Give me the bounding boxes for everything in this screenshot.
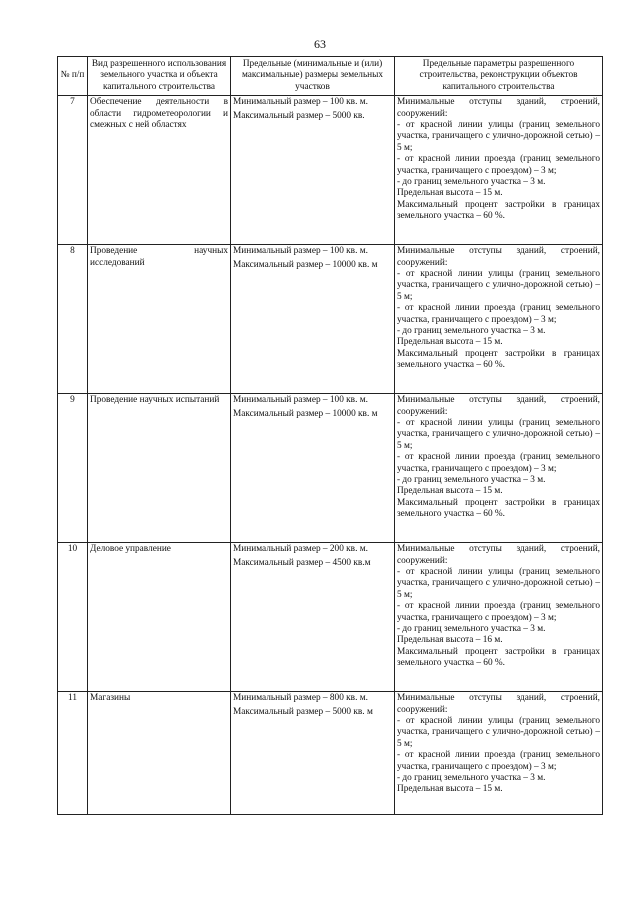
row-number: 10 (58, 543, 88, 692)
size-min: Минимальный размер – 100 кв. м. (233, 246, 368, 257)
param-line: Предельная высота – 15 м. (397, 486, 503, 497)
header-row (58, 57, 603, 96)
row-number: 11 (58, 692, 88, 815)
size-max: Максимальный размер – 5000 кв. (233, 110, 365, 121)
plot-size (231, 394, 395, 543)
use-type: Магазины (88, 692, 231, 815)
param-line: Максимальный процент застройки в границах земельного участка – 60 %. (397, 199, 600, 222)
zoning-parameters-table (57, 56, 603, 815)
header-size: Предельные (минимальные и (или) максимальные) размеры земельных участков (231, 57, 395, 96)
size-min: Минимальный размер – 800 кв. м. (233, 693, 368, 704)
param-line: - до границ земельного участка – 3 м. (397, 326, 546, 337)
use-type: Деловое управление (88, 543, 231, 692)
param-line: Минимальные отступы зданий, строений, сооружений: (397, 693, 600, 715)
header-use: Вид разрешенного использования земельного участка и объекта капитального строительства (88, 57, 231, 96)
plot-size (231, 543, 395, 692)
param-line: - от красной линии улицы (границ земельного участка, граничащего с улично-дорожной сетью) – 5 м; (397, 716, 600, 749)
param-line: - от красной линии улицы (границ земельного участка, граничащего с улично-дорожной сетью) – 5 м; (397, 567, 600, 600)
use-type: Проведение научных испытаний (88, 394, 231, 543)
table-row (58, 96, 603, 245)
param-line: - от красной линии проезда (границ земельного участка, граничащего с проездом) – 3 м; (397, 601, 600, 623)
construction-params (395, 692, 603, 815)
size-max: Максимальный размер – 10000 кв. м (233, 408, 378, 419)
param-line: - до границ земельного участка – 3 м. (397, 624, 546, 635)
table-row (58, 543, 603, 692)
size-max: Максимальный размер – 10000 кв. м (233, 259, 378, 270)
header-params: Предельные параметры разрешенного строительства, реконструкции объектов капитального строительства (395, 57, 603, 96)
header-num: № п/п (58, 57, 88, 96)
plot-size (231, 96, 395, 245)
param-line: - от красной линии проезда (границ земельного участка, граничащего с проездом) – 3 м; (397, 452, 600, 474)
param-line: - от красной линии проезда (границ земельного участка, граничащего с проездом) – 3 м; (397, 750, 600, 772)
param-line: - до границ земельного участка – 3 м. (397, 177, 546, 188)
table-row (58, 692, 603, 815)
table-row (58, 245, 603, 394)
param-line: Максимальный процент застройки в границах земельного участка – 60 %. (397, 497, 600, 520)
param-line: - от красной линии улицы (границ земельного участка, граничащего с улично-дорожной сетью) – 5 м; (397, 418, 600, 451)
use-type: Проведение научных исследований (88, 245, 231, 394)
row-number: 8 (58, 245, 88, 394)
row-number: 9 (58, 394, 88, 543)
row-number: 7 (58, 96, 88, 245)
param-line: - до границ земельного участка – 3 м. (397, 475, 546, 486)
param-line: Предельная высота – 15 м. (397, 188, 503, 199)
param-line: - от красной линии проезда (границ земельного участка, граничащего с проездом) – 3 м; (397, 303, 600, 325)
param-line: Минимальные отступы зданий, строений, сооружений: (397, 246, 600, 268)
plot-size (231, 692, 395, 815)
param-line: - от красной линии проезда (границ земельного участка, граничащего с проездом) – 3 м; (397, 154, 600, 176)
construction-params (395, 543, 603, 692)
param-line: Максимальный процент застройки в границах земельного участка – 60 %. (397, 348, 600, 371)
size-min: Минимальный размер – 200 кв. м. (233, 544, 368, 555)
use-type: Обеспечение деятельности в области гидрометеорологии и смежных с ней областях (88, 96, 231, 245)
param-line: Минимальные отступы зданий, строений, сооружений: (397, 544, 600, 566)
size-max: Максимальный размер – 5000 кв. м (233, 706, 373, 717)
plot-size (231, 245, 395, 394)
page-number: 63 (314, 37, 326, 51)
construction-params (395, 96, 603, 245)
table-row (58, 394, 603, 543)
param-line: Предельная высота – 15 м. (397, 784, 503, 795)
size-min: Минимальный размер – 100 кв. м. (233, 395, 368, 406)
param-line: Минимальные отступы зданий, строений, сооружений: (397, 395, 600, 417)
param-line: Предельная высота – 15 м. (397, 337, 503, 348)
param-line: Максимальный процент застройки в границах земельного участка – 60 %. (397, 646, 600, 669)
param-line: Предельная высота – 16 м. (397, 635, 503, 646)
param-line: - от красной линии улицы (границ земельного участка, граничащего с улично-дорожной сетью) – 5 м; (397, 120, 600, 153)
param-line: - до границ земельного участка – 3 м. (397, 773, 546, 784)
size-min: Минимальный размер – 100 кв. м. (233, 97, 368, 108)
param-line: - от красной линии улицы (границ земельного участка, граничащего с улично-дорожной сетью) – 5 м; (397, 269, 600, 302)
size-max: Максимальный размер – 4500 кв.м (233, 557, 371, 568)
construction-params (395, 394, 603, 543)
param-line: Минимальные отступы зданий, строений, сооружений: (397, 97, 600, 119)
construction-params (395, 245, 603, 394)
